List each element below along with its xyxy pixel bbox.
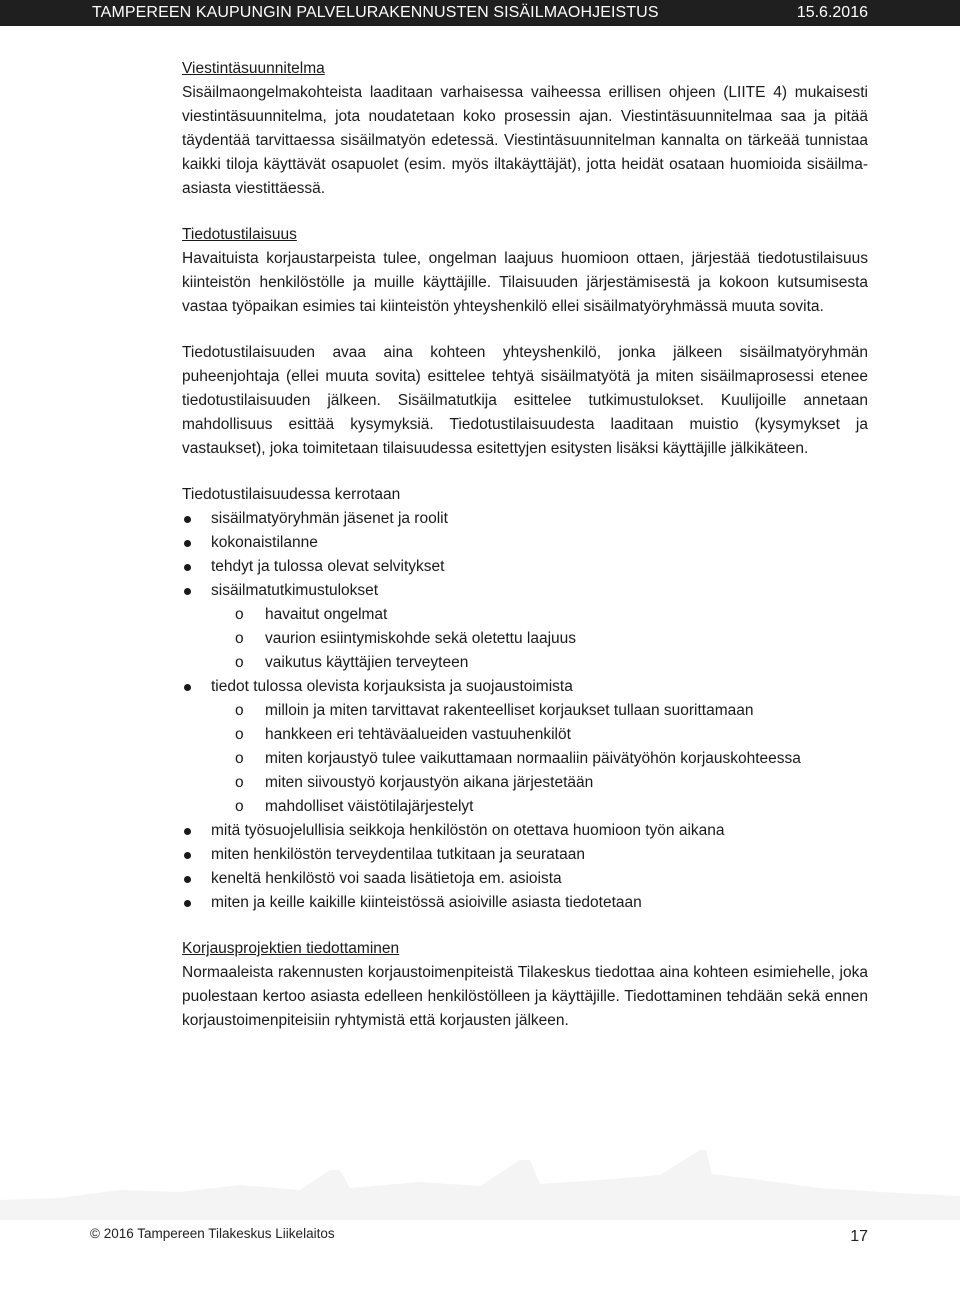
list-item [182, 579, 868, 675]
list-item-text: sisäilmatutkimustulokset [211, 582, 379, 599]
list-item-text: miten henkilöstön terveydentilaa tutkitaan ja seurataan [211, 846, 585, 863]
section-tiedotustilaisuus-detail [182, 341, 868, 461]
list-item [182, 531, 868, 555]
section-paragraph: Havaituista korjaustarpeista tulee, ongelman laajuus huomioon ottaen, järjestää tiedotustilaisuus kiinteistön henkilöstölle ja muille käyttäjille. Tilaisuuden järjestämisestä ja kokoon kutsumisesta vastaa työpaikan esimies tai kiinteistön yhteyshenkilö ellei sisäilmatyöryhmässä muuta sovita. [182, 250, 868, 315]
section-kerrotaan [182, 483, 868, 915]
list-item [182, 819, 868, 843]
sub-list-item-text: havaitut ongelmat [265, 606, 388, 623]
list-item-text: keneltä henkilöstö voi saada lisätietoja em. asioista [211, 870, 562, 887]
sub-bullet-marker: o [235, 750, 244, 767]
sub-list-item [211, 795, 868, 819]
list-item [182, 843, 868, 867]
sub-list-item [211, 699, 868, 723]
section-heading: Viestintäsuunnitelma [182, 60, 325, 77]
sub-list-item [211, 723, 868, 747]
city-skyline-watermark [0, 1130, 960, 1220]
section-heading: Korjausprojektien tiedottaminen [182, 940, 400, 957]
list-item-text: mitä työsuojelullisia seikkoja henkilöstön on otettava huomioon työn aikana [211, 822, 725, 839]
sub-bullet-marker: o [235, 726, 244, 743]
topic-list [182, 507, 868, 915]
sub-list [211, 603, 868, 675]
sub-bullet-marker: o [235, 798, 244, 815]
sub-list-item-text: vaurion esiintymiskohde sekä oletettu laajuus [265, 630, 577, 647]
sub-bullet-marker: o [235, 606, 244, 623]
section-viestintasuunnitelma [182, 57, 868, 201]
list-item [182, 507, 868, 531]
list-intro: Tiedotustilaisuudessa kerrotaan [182, 486, 401, 503]
sub-list-item-text: hankkeen eri tehtäväalueiden vastuuhenkilöt [265, 726, 571, 743]
list-item-text: miten ja keille kaikille kiinteistössä asioiville asiasta tiedotetaan [211, 894, 642, 911]
section-korjausprojektit [182, 937, 868, 1033]
list-item [182, 891, 868, 915]
footer-copyright: © 2016 Tampereen Tilakeskus Liikelaitos [90, 1226, 335, 1241]
section-paragraph: Normaaleista rakennusten korjaustoimenpiteistä Tilakeskus tiedottaa aina kohteen esimiehelle, joka puolestaan kertoo asiasta edelleen henkilöstölleen ja käyttäjille. Tiedottaminen tehdään sekä ennen korjaustoimenpiteisiin ryhtymistä että korjausten jälkeen. [182, 964, 868, 1029]
list-item [182, 867, 868, 891]
section-paragraph: Sisäilmaongelmakohteista laaditaan varhaisessa vaiheessa erillisen ohjeen (LIITE 4) mukaisesti viestintäsuunnitelma, jota noudatetaan koko prosessin ajan. Viestintäsuunnitelmaa saa ja pitää täydentää tarvittaessa sisäilmatyön edetessä. Viestintäsuunnitelman kannalta on tärkeää tunnistaa kaikki tiloja käyttävät osapuolet (esim. myös iltakäyttäjät), jotta heidät osataan huomioida sisäilma-asiasta viestittäessä. [182, 84, 868, 197]
sub-list-item [211, 771, 868, 795]
sub-list-item [211, 627, 868, 651]
sub-list-item-text: mahdolliset väistötilajärjestelyt [265, 798, 474, 815]
sub-list [211, 699, 868, 819]
document-title: TAMPEREEN KAUPUNGIN PALVELURAKENNUSTEN SISÄILMAOHJEISTUS [92, 4, 659, 21]
list-item-text: tehdyt ja tulossa olevat selvitykset [211, 558, 445, 575]
list-item-text: tiedot tulossa olevista korjauksista ja suojaustoimista [211, 678, 573, 695]
sub-bullet-marker: o [235, 654, 244, 671]
sub-list-item-text: vaikutus käyttäjien terveyteen [265, 654, 469, 671]
page-header [0, 0, 960, 26]
section-paragraph: Tiedotustilaisuuden avaa aina kohteen yhteyshenkilö, jonka jälkeen sisäilmatyöryhmän puheenjohtaja (ellei muuta sovita) esittelee tehtyä sisäilmatyötä ja miten sisäilmaprosessi etenee tiedotustilaisuuden jälkeen. Sisäilmatutkija esittelee tutkimustulokset. Kuulijoille annetaan mahdollisuus esittää kysymyksiä. Tiedotustilaisuudesta laaditaan muistio (kysymykset ja vastaukset), joka toimitetaan tilaisuudessa esitettyjen esitysten lisäksi käyttäjille jälkikäteen. [182, 344, 868, 457]
sub-bullet-marker: o [235, 774, 244, 791]
page-content [182, 57, 868, 1055]
list-item-text: sisäilmatyöryhmän jäsenet ja roolit [211, 510, 448, 527]
section-tiedotustilaisuus [182, 223, 868, 319]
list-item [182, 555, 868, 579]
section-heading: Tiedotustilaisuus [182, 226, 297, 243]
list-item-text: kokonaistilanne [211, 534, 318, 551]
sub-list-item-text: miten korjaustyö tulee vaikuttamaan normaaliin päivätyöhön korjauskohteessa [265, 750, 801, 767]
sub-list-item-text: milloin ja miten tarvittavat rakenteelliset korjaukset tullaan suorittamaan [265, 702, 754, 719]
list-item [182, 675, 868, 819]
sub-list-item-text: miten siivoustyö korjaustyön aikana järjestetään [265, 774, 594, 791]
sub-list-item [211, 651, 868, 675]
sub-bullet-marker: o [235, 630, 244, 647]
sub-list-item [211, 603, 868, 627]
page-number: 17 [850, 1228, 868, 1245]
document-date: 15.6.2016 [796, 4, 868, 21]
sub-bullet-marker: o [235, 702, 244, 719]
sub-list-item [211, 747, 868, 771]
